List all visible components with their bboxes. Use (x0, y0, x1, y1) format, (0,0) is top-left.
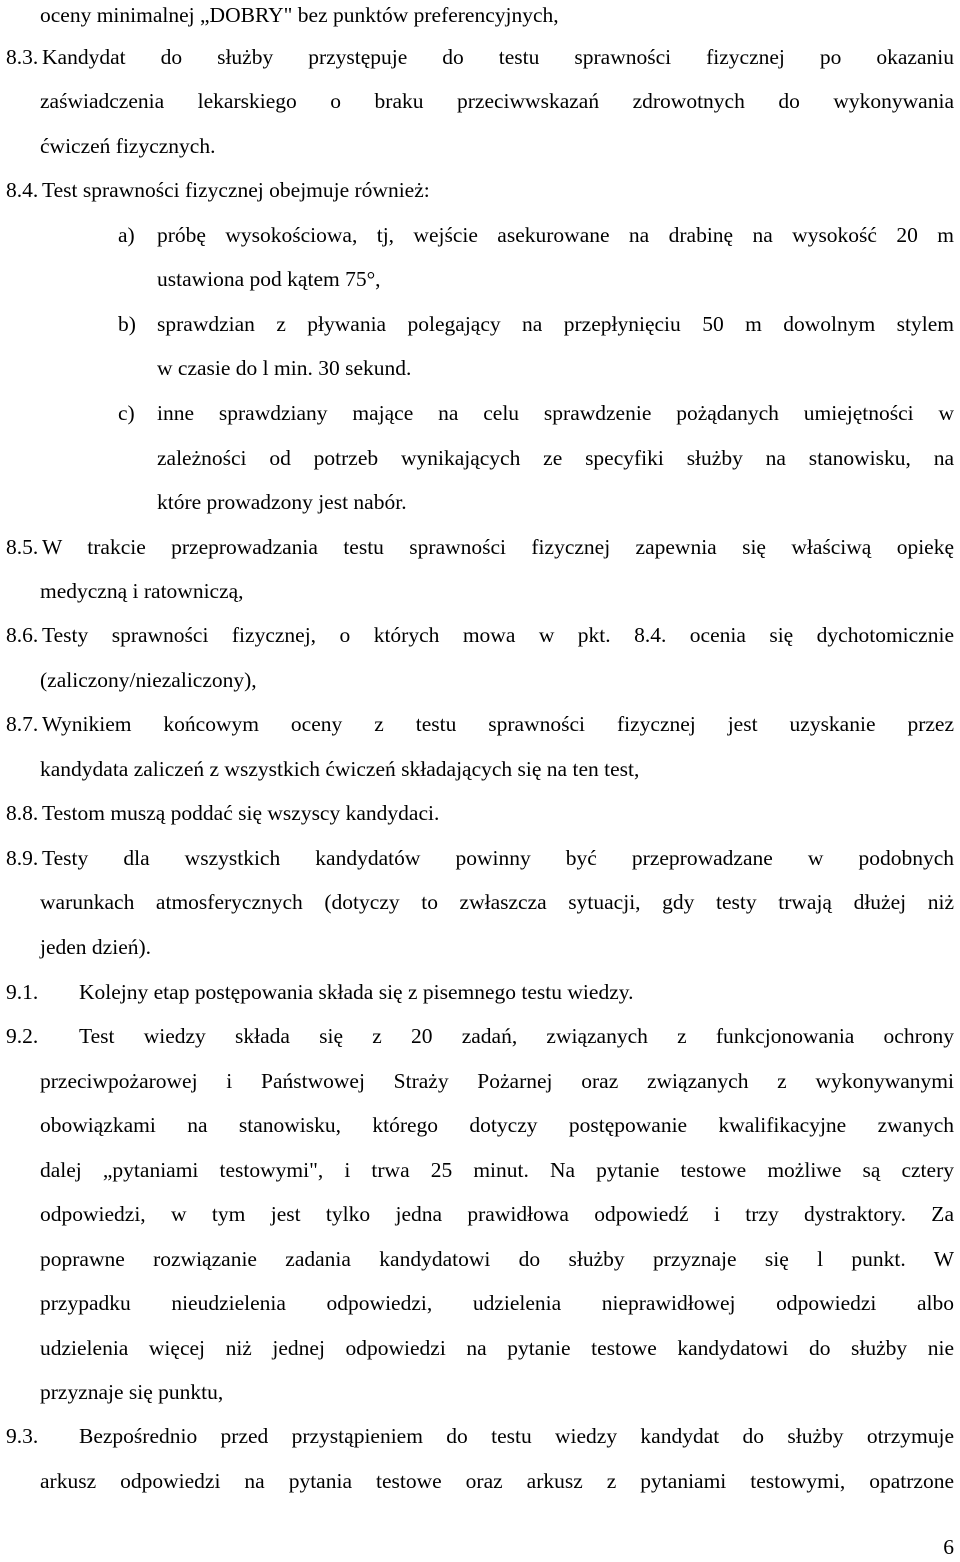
paragraph-line: warunkach atmosferycznych (dotyczy to zwłaszcza sytuacji, gdy testy trwają dłużej niż (40, 890, 954, 914)
list-item-line: inne sprawdziany mające na celu sprawdzenie pożądanych umiejętności w (157, 401, 954, 425)
paragraph-line: zaświadczenia lekarskiego o braku przeciwwskazań zdrowotnych do wykonywania (40, 89, 954, 113)
list-marker: b) (118, 312, 136, 336)
section-number: 8.4. (6, 178, 39, 202)
paragraph-line: dalej „pytaniami testowymi", i trwa 25 minut. Na pytanie testowe możliwe są cztery (40, 1158, 954, 1182)
page-number: 6 (943, 1535, 954, 1559)
paragraph-line: medyczną i ratowniczą, (40, 579, 244, 603)
text-line: oceny minimalnej „DOBRY" bez punktów preferencyjnych, (40, 3, 559, 27)
paragraph-line: Test sprawności fizycznej obejmuje również: (42, 178, 430, 202)
paragraph-line: przypadku nieudzielenia odpowiedzi, udzielenia nieprawidłowej odpowiedzi albo (40, 1291, 954, 1315)
list-item-line: sprawdzian z pływania polegający na przepłynięciu 50 m dowolnym stylem (157, 312, 954, 336)
paragraph-line: Testom muszą poddać się wszyscy kandydaci. (42, 801, 440, 825)
paragraph-line: przeciwpożarowej i Państwowej Straży Pożarnej oraz związanych z wykonywanymi (40, 1069, 954, 1093)
section-number: 9.3. (6, 1424, 39, 1448)
list-item-line: w czasie do l min. 30 sekund. (157, 356, 412, 380)
paragraph-line: Testy sprawności fizycznej, o których mowa w pkt. 8.4. ocenia się dychotomicznie (42, 623, 954, 647)
list-item-line: zależności od potrzeb wynikających ze specyfiki służby na stanowisku, na (157, 446, 954, 470)
paragraph-line: Test wiedzy składa się z 20 zadań, związanych z funkcjonowania ochrony (79, 1024, 954, 1048)
section-number: 8.5. (6, 535, 39, 559)
paragraph-line: poprawne rozwiązanie zadania kandydatowi do służby przyznaje się l punkt. W (40, 1247, 954, 1271)
paragraph-line: (zaliczony/niezaliczony), (40, 668, 257, 692)
list-marker: a) (118, 223, 135, 247)
paragraph-line: jeden dzień). (40, 935, 152, 959)
section-number: 9.1. (6, 980, 39, 1004)
paragraph-line: udzielenia więcej niż jednej odpowiedzi na pytanie testowe kandydatowi do służby nie (40, 1336, 954, 1360)
section-number: 9.2. (6, 1024, 39, 1048)
section-number: 8.9. (6, 846, 39, 870)
paragraph-line: Testy dla wszystkich kandydatów powinny być przeprowadzane w podobnych (42, 846, 954, 870)
list-item-line: ustawiona pod kątem 75°, (157, 267, 381, 291)
section-number: 8.7. (6, 712, 39, 736)
list-marker: c) (118, 401, 135, 425)
list-item-line: które prowadzony jest nabór. (157, 490, 407, 514)
paragraph-line: obowiązkami na stanowisku, którego dotyczy postępowanie kwalifikacyjne zwanych (40, 1113, 954, 1137)
paragraph-line: Kolejny etap postępowania składa się z pisemnego testu wiedzy. (79, 980, 634, 1004)
paragraph-line: Wynikiem końcowym oceny z testu sprawności fizycznej jest uzyskanie przez (42, 712, 954, 736)
section-number: 8.6. (6, 623, 39, 647)
paragraph-line: kandydata zaliczeń z wszystkich ćwiczeń składających się na ten test, (40, 757, 640, 781)
section-number: 8.8. (6, 801, 39, 825)
paragraph-line: Bezpośrednio przed przystąpieniem do testu wiedzy kandydat do służby otrzymuje (79, 1424, 954, 1448)
section-number: 8.3. (6, 45, 39, 69)
list-item-line: próbę wysokościowa, tj, wejście asekurowane na drabinę na wysokość 20 m (157, 223, 954, 247)
paragraph-line: Kandydat do służby przystępuje do testu sprawności fizycznej po okazaniu (42, 45, 954, 69)
paragraph-line: przyznaje się punktu, (40, 1380, 224, 1404)
paragraph-line: W trakcie przeprowadzania testu sprawności fizycznej zapewnia się właściwą opiekę (42, 535, 954, 559)
paragraph-line: arkusz odpowiedzi na pytania testowe oraz arkusz z pytaniami testowymi, opatrzone (40, 1469, 954, 1493)
paragraph-line: odpowiedzi, w tym jest tylko jedna prawidłowa odpowiedź i trzy dystraktory. Za (40, 1202, 954, 1226)
paragraph-line: ćwiczeń fizycznych. (40, 134, 216, 158)
